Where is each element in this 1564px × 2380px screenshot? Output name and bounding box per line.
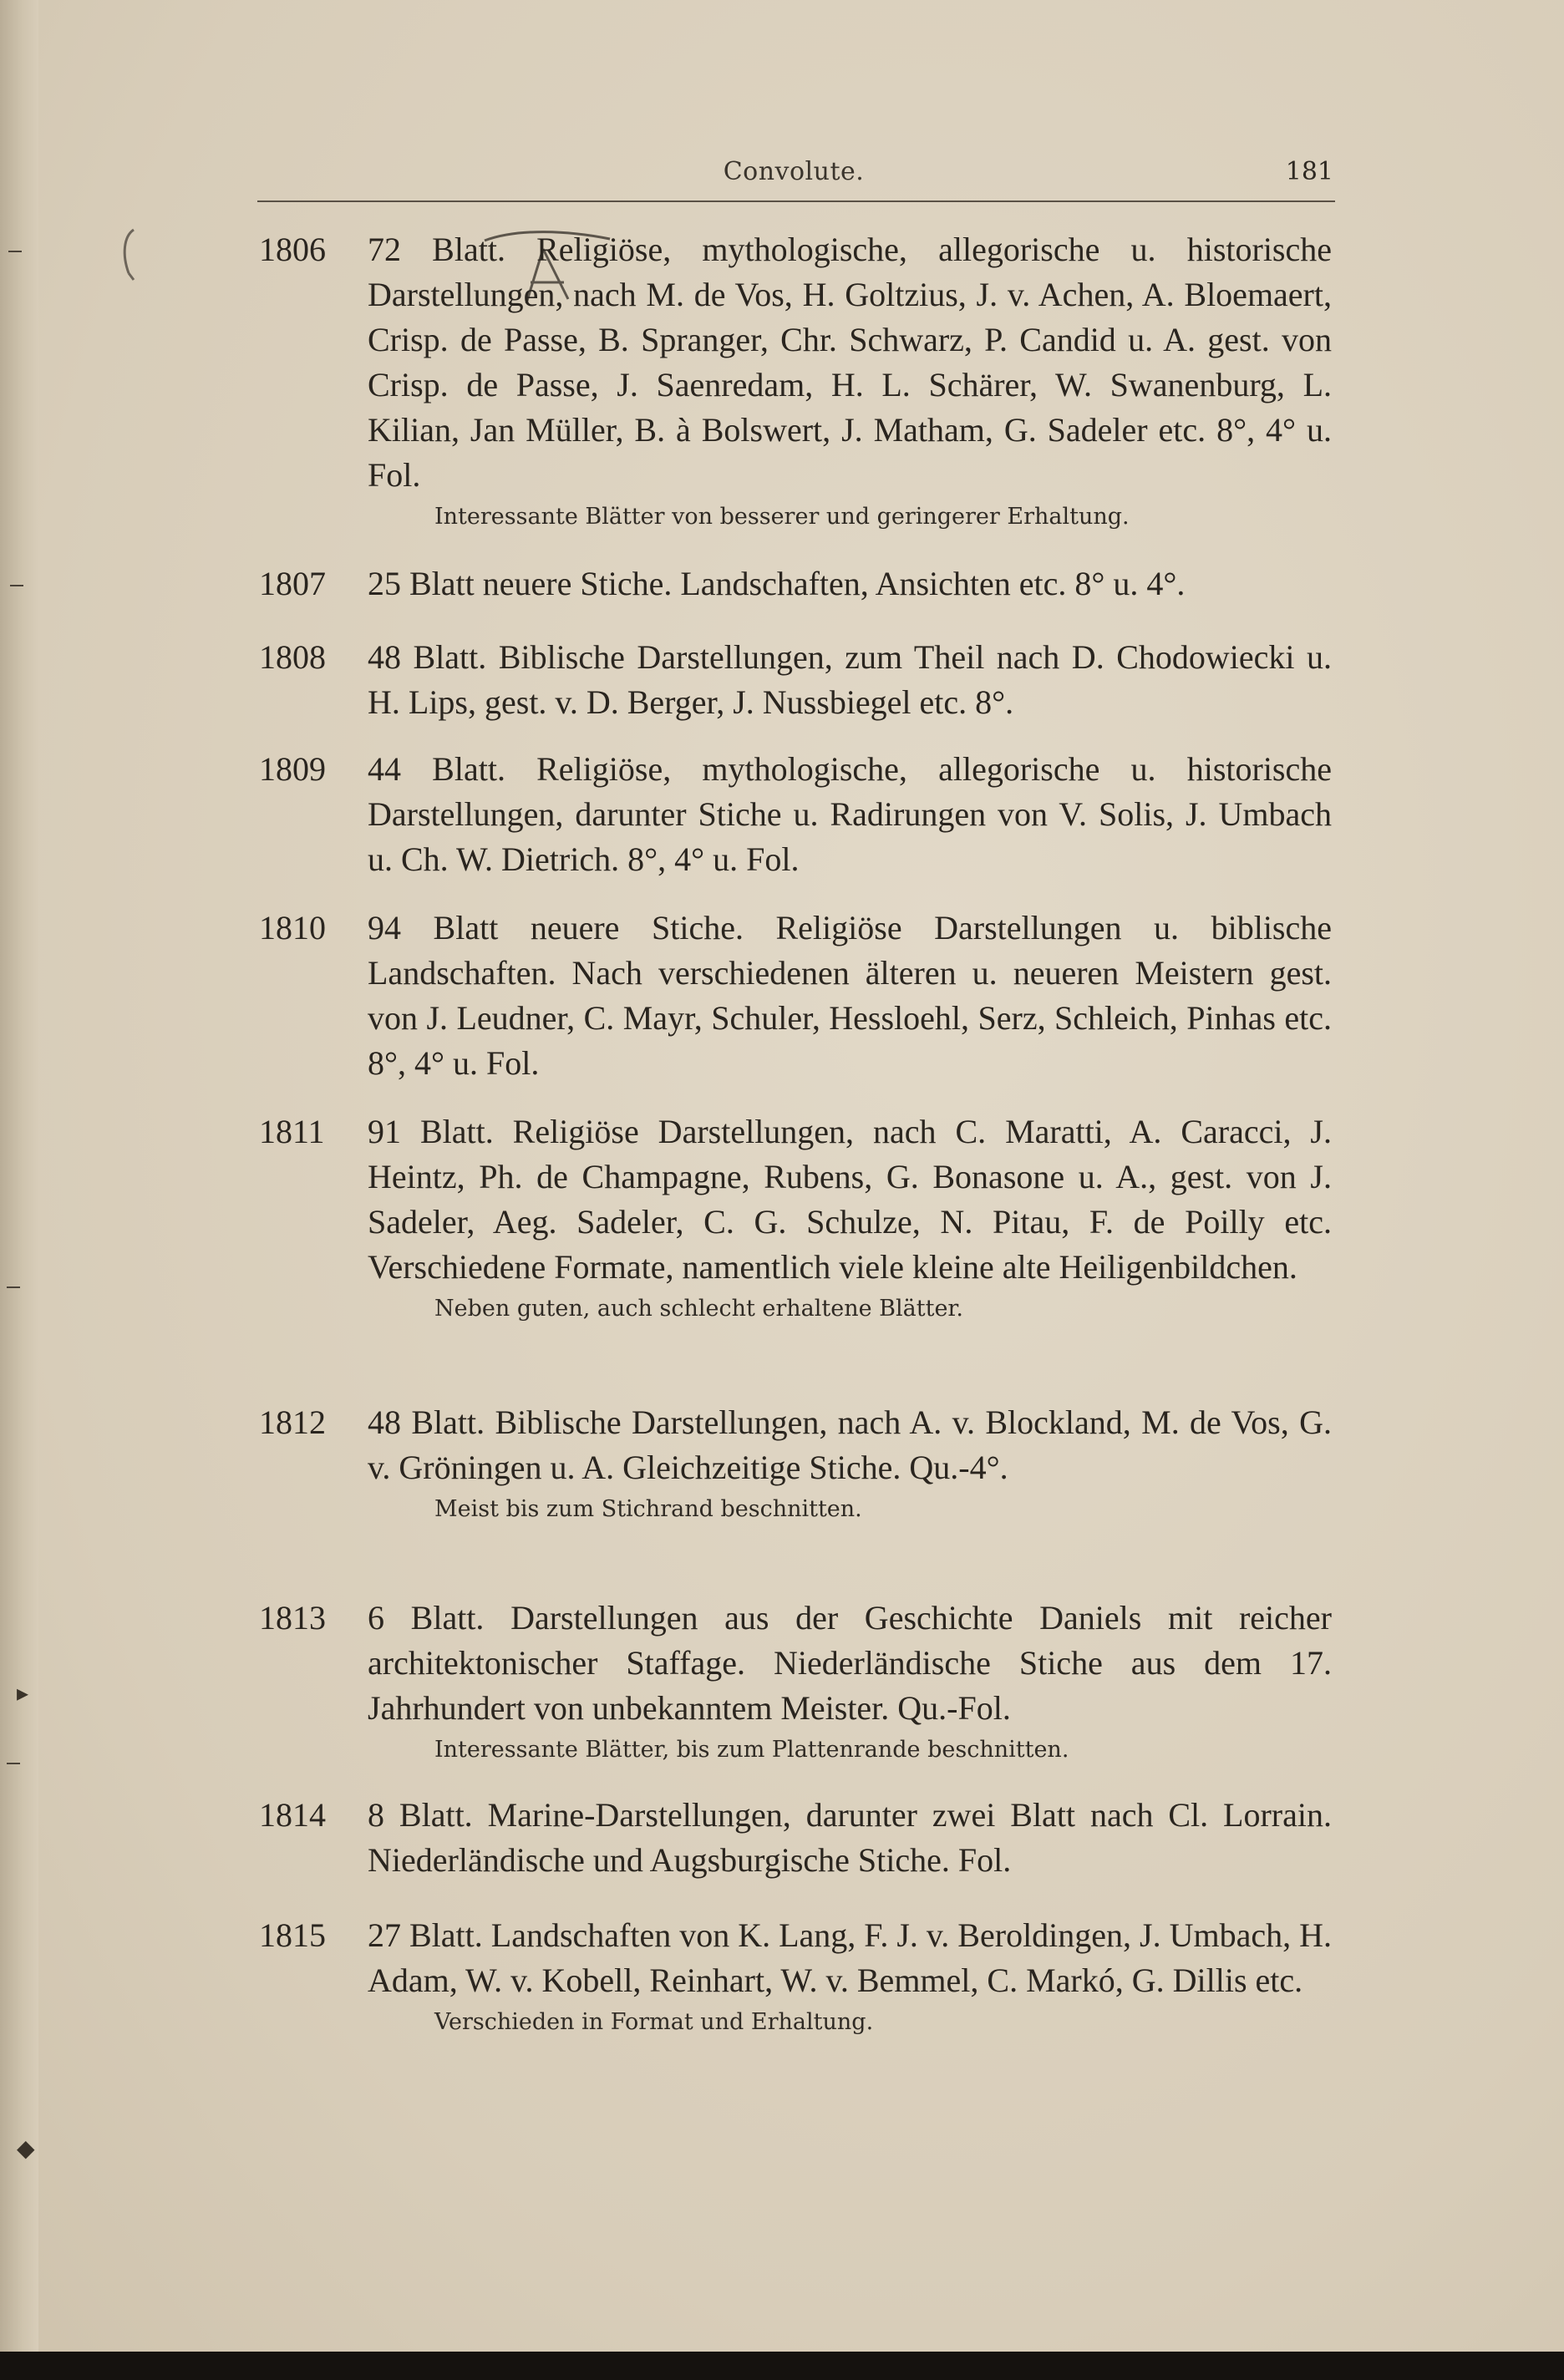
page-binding-edge — [0, 0, 38, 2352]
lot-description — [368, 1400, 1332, 1529]
lot-text: 72 Blatt. Religiöse, mythologische, allegorische u. historische Darstellungen, nach M. de Vos, H. Goltzius, J. v. Achen, A. Bloemaert, Crisp. de Passe, B. Spranger, Chr. Schwarz, P. Candid u. A. gest. von Crisp. de Passe, J. Saenredam, H. L. Schärer, W. Swanenburg, L. Kilian, Jan Müller, B. à Bolswert, J. Matham, G. Sadeler etc. 8°, 4° u. Fol. — [368, 231, 1332, 494]
margin-arrow-icon: ▸ — [17, 1679, 29, 1707]
lot-text: 48 Blatt. Biblische Darstellungen, nach A. v. Blockland, M. de Vos, G. v. Gröningen u. A. Gleichzeitige Stiche. Qu.-4°. — [368, 1403, 1332, 1486]
lot-number: 1809 — [259, 750, 326, 788]
lot-text: 6 Blatt. Darstellungen aus der Geschichte Daniels mit reicher architektonischer Staffage. Niederländische Stiche aus dem 17. Jahrhundert von unbekanntem Meister. Qu.-Fol. — [368, 1599, 1332, 1727]
lot-number: 1814 — [259, 1796, 326, 1834]
lot-text: 44 Blatt. Religiöse, mythologische, allegorische u. historische Darstellungen, darunter Stiche u. Radirungen von V. Solis, J. Umbach u. Ch. W. Dietrich. 8°, 4° u. Fol. — [368, 750, 1332, 878]
lot-description — [368, 561, 1332, 606]
lot-note: Interessante Blätter von besserer und geringerer Erhaltung. — [434, 504, 1130, 530]
lot-description — [368, 1596, 1332, 1769]
margin-tick — [10, 585, 23, 586]
lot-note: Meist bis zum Stichrand beschnitten. — [434, 1496, 862, 1522]
margin-tick — [8, 251, 22, 252]
lot-number: 1812 — [259, 1403, 326, 1441]
lot-description — [368, 1793, 1332, 1883]
margin-tick — [7, 1286, 20, 1288]
header-rule — [257, 200, 1335, 202]
lot-text: 27 Blatt. Landschaften von K. Lang, F. J. v. Beroldingen, J. Umbach, H. Adam, W. v. Kobell, Reinhart, W. v. Bemmel, C. Markó, G. Dillis etc. — [368, 1916, 1333, 1999]
lot-number: 1811 — [259, 1113, 325, 1150]
lot-note: Neben guten, auch schlecht erhaltene Blätter. — [434, 1296, 963, 1322]
running-head-title: Convolute. — [723, 157, 865, 186]
lot-number: 1808 — [259, 638, 326, 676]
margin-tick — [7, 1763, 20, 1764]
lot-note: Interessante Blätter, bis zum Plattenrande beschnitten. — [434, 1737, 1069, 1763]
lot-number: 1815 — [259, 1916, 326, 1954]
lot-text: 94 Blatt neuere Stiche. Religiöse Darstellungen u. biblische Landschaften. Nach verschiedenen älteren u. neueren Meistern gest. von J. Leudner, C. Mayr, Schuler, Hessloehl, Serz, Schleich, Pinhas etc. 8°, 4° u. Fol. — [368, 909, 1332, 1082]
lot-text: 48 Blatt. Biblische Darstellungen, zum Theil nach D. Chodowiecki u. H. Lips, gest. v. D. Berger, J. Nussbiegel etc. 8°. — [368, 638, 1332, 721]
lot-number: 1813 — [259, 1599, 326, 1637]
lot-text: 91 Blatt. Religiöse Darstellungen, nach C. Maratti, A. Caracci, J. Heintz, Ph. de Champagne, Rubens, G. Bonasone u. A., gest. von J. Sadeler, Aeg. Sadeler, C. G. Schulze, N. Pitau, F. de Poilly etc. Verschiedene Formate, namentlich viele kleine alte Heiligenbildchen. — [368, 1113, 1332, 1286]
lot-description — [368, 906, 1332, 1086]
pencil-annotation-mark — [109, 221, 167, 288]
lot-number: 1806 — [259, 231, 326, 268]
lot-number: 1810 — [259, 909, 326, 946]
lot-number: 1807 — [259, 565, 326, 602]
lot-description — [368, 635, 1332, 725]
margin-diamond-icon: ◆ — [17, 2134, 35, 2162]
lot-note: Verschieden in Format und Erhaltung. — [434, 2009, 874, 2035]
scan-bottom-edge — [0, 2352, 1564, 2380]
lot-text: 25 Blatt neuere Stiche. Landschaften, Ansichten etc. 8° u. 4°. — [368, 565, 1186, 602]
lot-description — [368, 747, 1332, 882]
lot-description — [368, 1109, 1332, 1328]
lot-text: 8 Blatt. Marine-Darstellungen, darunter zwei Blatt nach Cl. Lorrain. Niederländische und Augsburgische Stiche. Fol. — [368, 1796, 1332, 1879]
lot-description — [368, 1913, 1332, 2042]
lot-description — [368, 227, 1332, 536]
page-number: 181 — [1285, 157, 1333, 186]
